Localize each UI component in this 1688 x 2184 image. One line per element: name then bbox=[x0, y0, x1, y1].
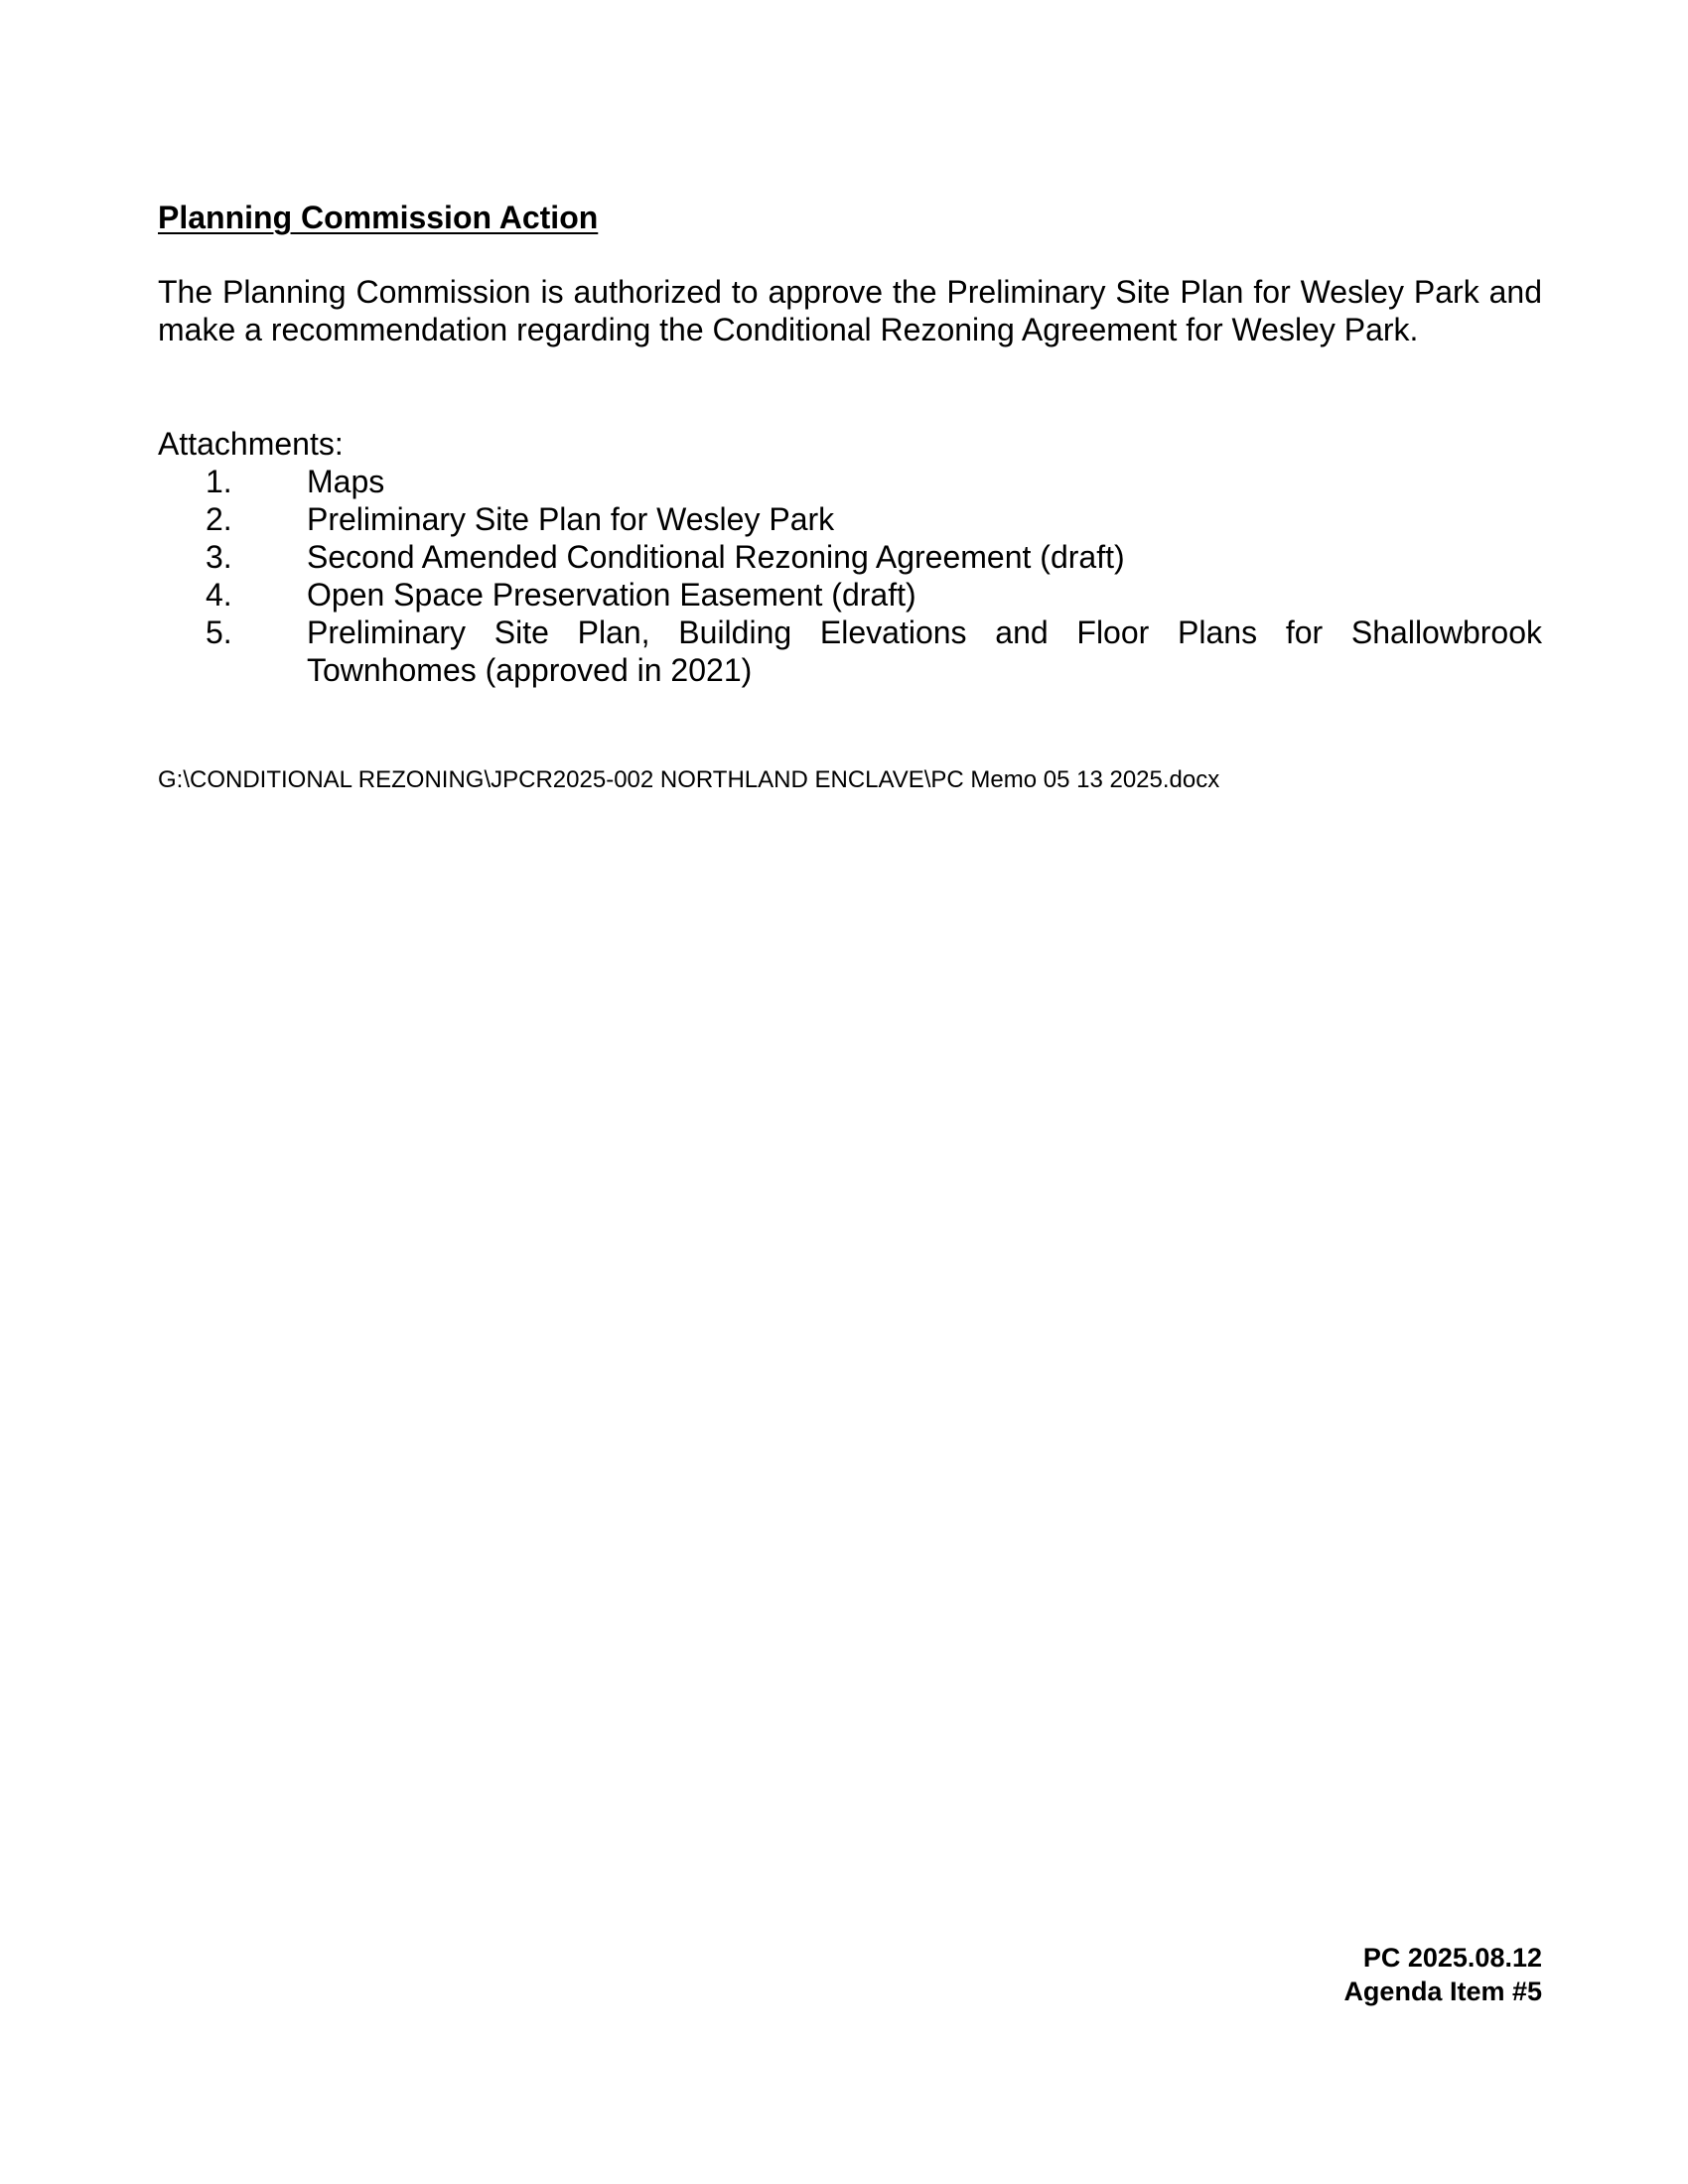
attachment-text-line-1: Preliminary Site Plan, Building Elevations and Floor Plans for Shallowbrook bbox=[307, 614, 1542, 650]
attachment-text-line-2: Townhomes (approved in 2021) bbox=[307, 652, 753, 688]
agenda-footer bbox=[1343, 1941, 1542, 2008]
attachment-number: 1. bbox=[206, 464, 232, 499]
attachment-text: Preliminary Site Plan for Wesley Park bbox=[307, 501, 835, 537]
attachment-item-3 bbox=[158, 538, 1542, 576]
attachments-list bbox=[158, 463, 1542, 689]
attachment-item-1 bbox=[158, 463, 1542, 500]
attachment-text: Maps bbox=[307, 464, 385, 499]
attachment-text bbox=[307, 614, 1542, 689]
attachment-text: Open Space Preservation Easement (draft) bbox=[307, 577, 916, 613]
attachment-number: 5. bbox=[206, 614, 232, 650]
attachments-label: Attachments: bbox=[158, 426, 344, 462]
meeting-date-label: PC 2025.08.12 bbox=[1362, 1943, 1542, 1973]
authorization-paragraph: The Planning Commission is authorized to approve the Preliminary Site Plan for Wesley Park and make a recommendation regarding the Conditional Rezoning Agreement for Wesley Park. bbox=[158, 274, 1542, 347]
attachment-text: Second Amended Conditional Rezoning Agreement (draft) bbox=[307, 539, 1125, 575]
attachment-item-4 bbox=[158, 576, 1542, 614]
section-heading: Planning Commission Action bbox=[158, 200, 599, 235]
attachment-number: 2. bbox=[206, 501, 232, 537]
attachment-item-2 bbox=[158, 500, 1542, 538]
agenda-item-label: Agenda Item #5 bbox=[1343, 1977, 1542, 2006]
attachment-number: 4. bbox=[206, 577, 232, 613]
attachment-number: 3. bbox=[206, 539, 232, 575]
attachment-item-5 bbox=[158, 614, 1542, 689]
document-file-path: G:\CONDITIONAL REZONING\JPCR2025-002 NORTHLAND ENCLAVE\PC Memo 05 13 2025.docx bbox=[158, 766, 1220, 793]
